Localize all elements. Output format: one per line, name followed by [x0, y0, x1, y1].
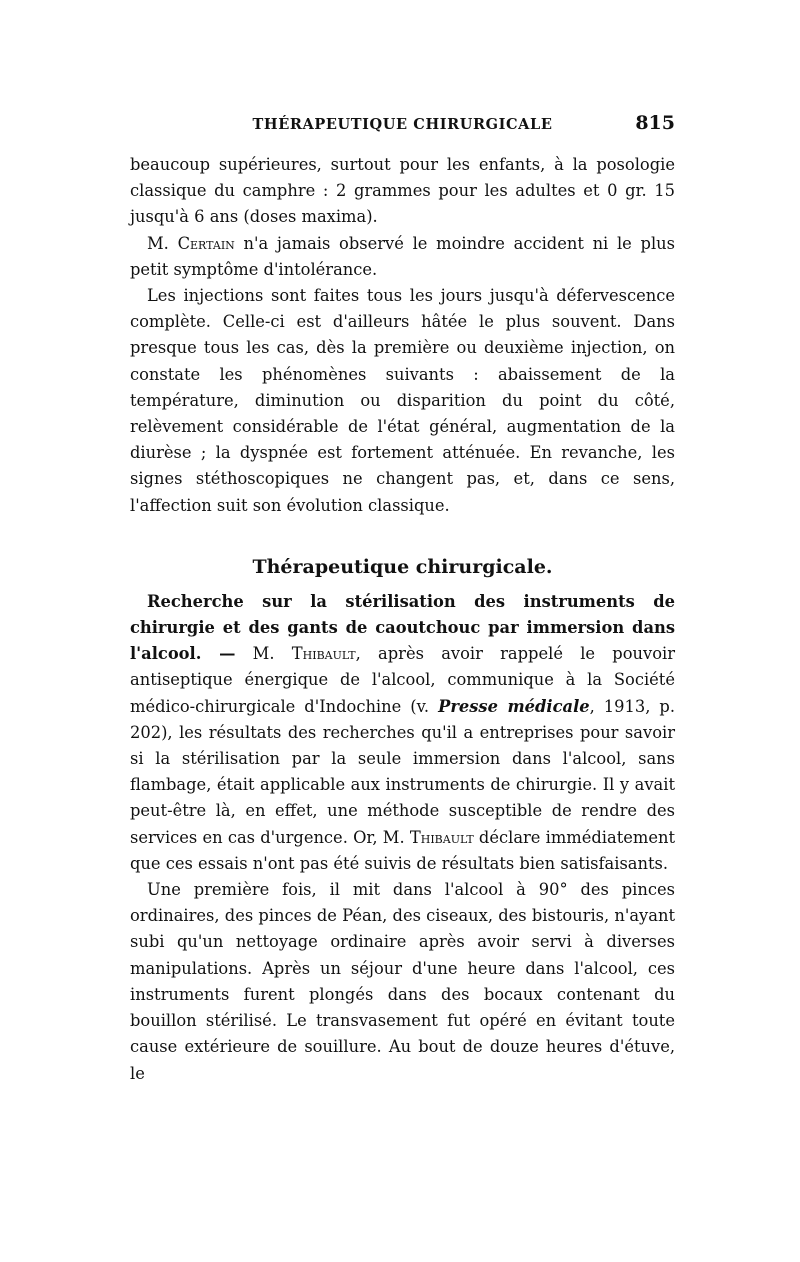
- paragraph-camphor-dosage: beaucoup supérieures, surtout pour les enfants, à la posologie classique du camphre : 2 grammes pour les adultes et 0 gr. 15 jusqu'à 6 ans (doses maxima).: [130, 155, 675, 227]
- body-text: [130, 152, 675, 1087]
- author-name-thibault-second: Thibault: [409, 827, 474, 847]
- paragraph-first-trial: Une première fois, il mit dans l'alcool à 90° des pinces ordinaires, des pinces de Péan, des ciseaux, des bistouris, n'ayant subi qu'un nettoyage ordinaire après avoir servi à diverses manipulations. Après un séjour d'une heure dans l'alcool, ces instruments furent plongés dans des bocaux contenant du bouillon stérilisé. Le transvasement fut opéré en évitant toute cause extérieure de souillure. Au bout de douze heures d'étuve, le: [130, 880, 675, 1083]
- running-head: THÉRAPEUTIQUE CHIRURGICALE: [252, 116, 553, 133]
- journal-name: Presse médicale: [438, 696, 590, 716]
- paragraph-injections: Les injections sont faites tous les jours jusqu'à défervescence complète. Celle-ci est d'ailleurs hâtée le plus souvent. Dans presque tous les cas, dès la première ou deuxième injection, on constate les phénomènes suivants : abaissement de la température, diminution ou disparition du point du côté, relèvement considérable de l'état général, augmentation de la diurèse ; la dyspnée est fortement atténuée. En revanche, les signes stéthoscopiques ne changent pas, et, dans ce sens, l'affection suit son évolution classique.: [130, 286, 675, 515]
- paragraph-sterilisation-mid: , après avoir rappelé le pouvoir antiseptique énergique de l'alcool, communique à la Société médico-chirurgicale d'Indochine (v.: [130, 644, 676, 716]
- paragraph-sterilisation-end: déclare immédiatement que ces essais n'ont pas été suivis de résultats bien satisfaisants.: [130, 827, 675, 873]
- page-number: 815: [635, 112, 675, 134]
- paragraph-sterilisation: [130, 589, 675, 877]
- section-title: Thérapeutique chirurgicale.: [252, 555, 553, 578]
- paragraph-sterilisation-prefix: M.: [235, 644, 292, 664]
- article-title: Recherche sur la stérilisation des instruments de chirurgie et des gants de caoutchouc par immersion dans l'alcool. —: [130, 591, 675, 664]
- page-header: [130, 112, 675, 142]
- author-name-thibault: Thibault: [291, 644, 356, 664]
- paragraph-sterilisation-rest: , 1913, p. 202), les résultats des recherches qu'il a entreprises pour savoir si la stérilisation par la seule immersion dans l'alcool, sans flambage, était applicable aux instruments de chirurgie. Il y avait peut-être là, en effet, une méthode susceptible de rendre des services en cas d'urgence. Or, M.: [130, 696, 676, 847]
- author-name-certain: Certain: [177, 233, 235, 253]
- paragraph-certain-rest: n'a jamais observé le moindre accident ni le plus petit symptôme d'intolérance.: [130, 233, 675, 279]
- paragraph-certain: [130, 231, 675, 283]
- paragraph-certain-prefix: M.: [147, 233, 178, 253]
